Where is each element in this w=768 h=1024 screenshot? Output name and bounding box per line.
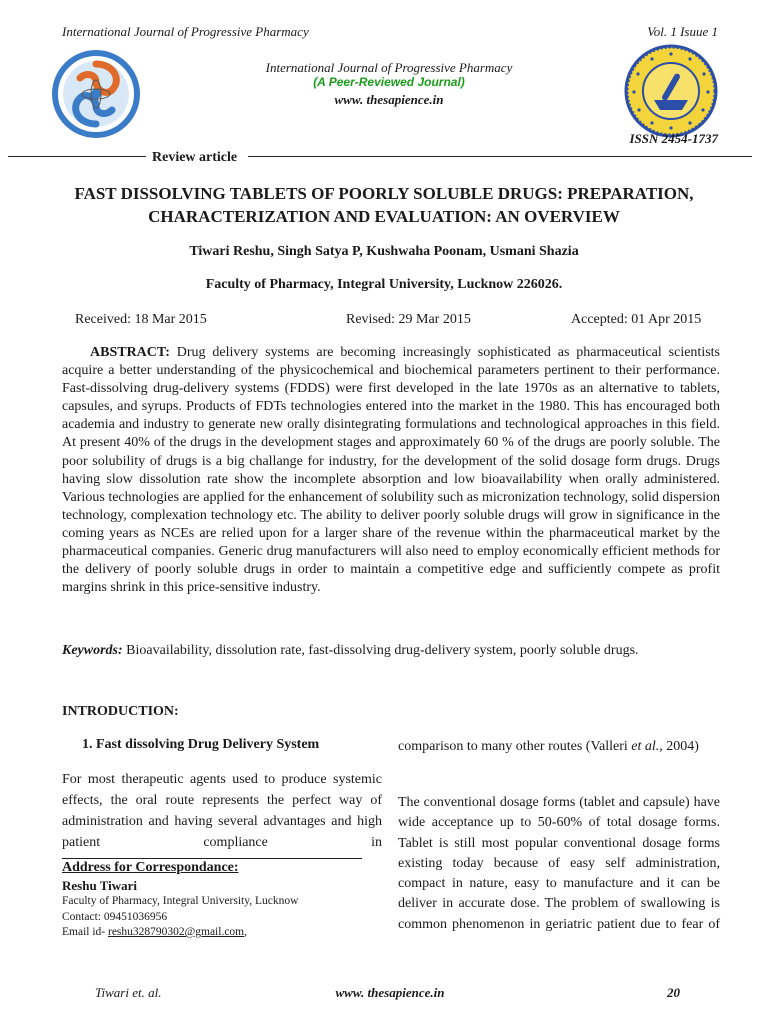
keywords <box>62 643 742 659</box>
correspondence-divider <box>62 858 362 859</box>
keywords-text: Bioavailability, dissolution rate, fast-dissolving drug-delivery system, poorly soluble drugs. <box>122 643 639 658</box>
article-type: Review article <box>152 150 238 165</box>
page-number: 20 <box>667 985 680 1000</box>
correspondence-contact: Contact: 09451036956 <box>62 911 168 923</box>
header-journal-name: International Journal of Progressive Pharmacy <box>62 24 309 39</box>
author-list: Tiwari Reshu, Singh Satya P, Kushwaha Poonam, Usmani Shazia <box>189 244 579 259</box>
email-suffix: , <box>244 926 247 938</box>
article-title-line-1: FAST DISSOLVING TABLETS OF POORLY SOLUBLE DRUGS: PREPARATION, <box>74 184 694 203</box>
abstract-label: ABSTRACT: <box>90 345 170 360</box>
header-volume-issue: Vol. 1 Isuue 1 <box>647 24 718 39</box>
para1-text-b: 2004) <box>662 739 699 754</box>
article-title-line-2: CHARACTERIZATION AND EVALUATION: AN OVERVIEW <box>148 207 620 226</box>
right-column-paragraph-2: The conventional dosage forms (tablet and capsule) have wide acceptance up to 50-60% of total dosage forms. Tablet is still most popular conventional dosage forms existing today because of easy self administration, compact in nature, easy to manufacture and it can be deliver in accurate dose. The problem of swallowing is common phenomenon in geriatric patient due to fear of <box>398 795 720 932</box>
correspondence-heading: Address for Correspondance: <box>62 860 239 875</box>
issn-number: ISSN 2454-1737 <box>629 131 718 146</box>
introduction-heading: INTRODUCTION: <box>62 704 179 719</box>
para1-etal: et al., <box>631 739 663 754</box>
correspondence-email <box>62 926 247 938</box>
footer-website: www. thesapience.in <box>335 985 445 1000</box>
keywords-label: Keywords: <box>62 643 123 658</box>
author-affiliation: Faculty of Pharmacy, Integral University, Lucknow 226026. <box>205 277 563 292</box>
date-received: Received: 18 Mar 2015 <box>75 312 207 327</box>
header-divider-left <box>8 156 146 157</box>
center-journal-title: International Journal of Progressive Pharmacy <box>265 60 513 75</box>
para1-text-a: comparison to many other routes (Valleri <box>398 739 632 754</box>
peer-reviewed-label: (A Peer-Reviewed Journal) <box>313 75 465 89</box>
email-label: Email id- <box>62 926 108 938</box>
footer-author: Tiwari et. al. <box>95 985 162 1000</box>
abstract-text: Drug delivery systems are becoming increasingly sophisticated as pharmaceutical scientists acquire a better understanding of the physicochemical and biochemical parameters pertinent to their performance. Fast-dissolving drug-delivery systems (FDDS) were first developed in the late 1970s as an alternative to tablets, capsules, and syrups. Products of FDTs technologies entered into the market in the 1980. This has encouraged both academia and industry to generate new orally disintegrating formulations and technological approaches in this field. At present 40% of the drugs in the development stages and approximately 60 % of the drugs are poorly soluble. The poor solubility of drugs is a big challange for industry, for the development of the solid dosage form drugs. Drugs having slow dissolution rate show the incomplete absorption and low bioavailability when orally administered. Various technologies are applied for the enhancement of solubility such as micronization technology, solid dispersion technology, complexation technology etc. The ability to deliver poorly soluble drugs will grow in significance in the coming years as NCEs are relied upon for a larger share of the revenue within the pharmaceutical market by the pharmaceutical companies. Generic drug manufacturers will also need to employ economically efficient methods for the delivery of poorly soluble drugs in order to maintain a competitive edge and sufficiently compete as profit margins shrink in this price-sensitive industry. <box>62 345 720 596</box>
journal-logo-icon <box>52 50 140 138</box>
left-column-paragraph: For most therapeutic agents used to produce systemic effects, the oral route represents the perfect way of administration and having several advantages and high patient compliance in <box>62 772 382 850</box>
abstract <box>62 344 720 597</box>
date-accepted: Accepted: 01 Apr 2015 <box>571 312 702 327</box>
header-website: www. thesapience.in <box>334 92 444 107</box>
journal-seal-icon <box>624 44 718 138</box>
correspondence-name: Reshu Tiwari <box>62 878 138 893</box>
subsection-heading: 1. Fast dissolving Drug Delivery System <box>82 737 320 752</box>
header-divider-right <box>248 156 752 157</box>
correspondence-address: Faculty of Pharmacy, Integral University, Lucknow <box>62 895 299 907</box>
right-column-paragraph-1 <box>398 737 720 757</box>
email-link[interactable]: reshu328790302@gmail.com <box>108 926 245 938</box>
date-revised: Revised: 29 Mar 2015 <box>346 312 471 327</box>
article-title <box>40 182 728 228</box>
